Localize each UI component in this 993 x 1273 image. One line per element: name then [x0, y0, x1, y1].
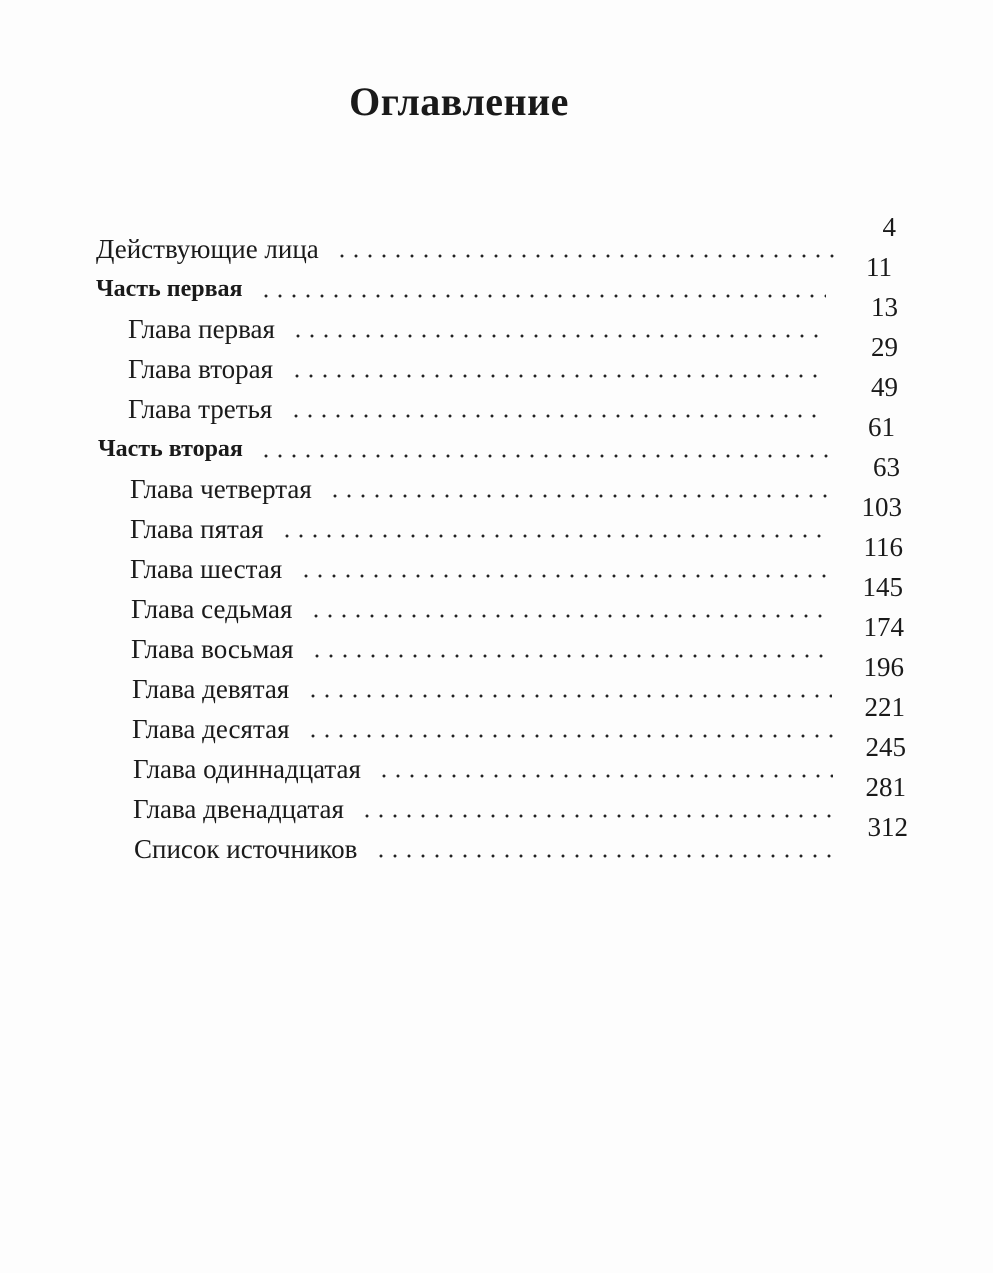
toc-page-number: 103: [861, 492, 902, 522]
toc-entry-label: Глава шестая: [130, 554, 283, 584]
toc-entry-label: Глава двенадцатая: [133, 794, 344, 824]
toc-entry-label: Список источников: [134, 834, 358, 864]
dot-leader: [374, 854, 836, 858]
toc-entry: [130, 544, 830, 584]
toc-entry-label: Глава десятая: [132, 714, 290, 744]
toc-page-number: 61: [868, 412, 895, 442]
toc-page-number: 13: [871, 292, 898, 322]
toc-entry: [134, 824, 836, 864]
toc-entry-label: Глава девятая: [132, 674, 290, 704]
toc-entry-label: Глава четвертая: [130, 474, 312, 504]
dot-leader: [306, 734, 833, 738]
toc-entry-label: Глава первая: [128, 314, 275, 344]
dot-leader: [306, 694, 832, 698]
dot-leader: [309, 614, 830, 618]
dot-leader: [289, 414, 826, 418]
toc-entry: [130, 464, 828, 504]
toc-page-number: 196: [863, 652, 904, 682]
toc-entry: [128, 304, 826, 344]
toc-page-number: 281: [865, 772, 906, 802]
toc-entry: [96, 264, 826, 304]
toc-entry-label: Глава одиннадцатая: [133, 754, 361, 784]
dot-leader: [259, 294, 826, 298]
page-title: Оглавление: [349, 79, 569, 124]
toc-entry: [128, 344, 826, 384]
toc-page-number: 49: [871, 372, 898, 402]
toc-entry: [128, 384, 826, 424]
dot-leader: [328, 494, 828, 498]
toc-entry: [130, 504, 828, 544]
toc-entry: [132, 664, 832, 704]
toc-page-number: 221: [864, 692, 905, 722]
toc-entry: [133, 784, 835, 824]
dot-leader: [291, 334, 826, 338]
toc-page-number: 116: [863, 532, 903, 562]
toc-entry-label: Глава пятая: [130, 514, 264, 544]
dot-leader: [280, 534, 828, 538]
toc-entry: [133, 744, 833, 784]
toc-entry-label: Глава третья: [128, 394, 273, 424]
toc-entry-label: Глава седьмая: [131, 594, 293, 624]
dot-leader: [310, 654, 832, 658]
dot-leader: [360, 814, 835, 818]
toc-page-number: 4: [882, 212, 896, 242]
dot-leader: [299, 574, 830, 578]
toc-entry: [131, 624, 832, 664]
toc-page-number: 29: [871, 332, 898, 362]
toc-entry-label: Глава вторая: [128, 354, 274, 384]
toc-page-number: 63: [873, 452, 900, 482]
toc-page-number: 174: [863, 612, 904, 642]
dot-leader: [377, 774, 833, 778]
toc-page-number: 145: [862, 572, 903, 602]
dot-leader: [290, 374, 826, 378]
toc-entry: [98, 424, 828, 464]
toc-entry: [131, 584, 830, 624]
toc-entry: [132, 704, 833, 744]
toc-entry-label: Часть вторая: [98, 436, 243, 462]
toc-entry-label: Действующие лица: [96, 234, 319, 264]
toc-page-number: 312: [867, 812, 908, 842]
toc-page-number: 245: [865, 732, 906, 762]
toc-entry-label: Глава восьмая: [131, 634, 294, 664]
dot-leader: [259, 454, 828, 458]
toc-entry: [96, 224, 842, 264]
dot-leader: [335, 254, 842, 258]
toc-entry-label: Часть первая: [96, 276, 243, 302]
toc-page-number: 11: [866, 252, 892, 282]
